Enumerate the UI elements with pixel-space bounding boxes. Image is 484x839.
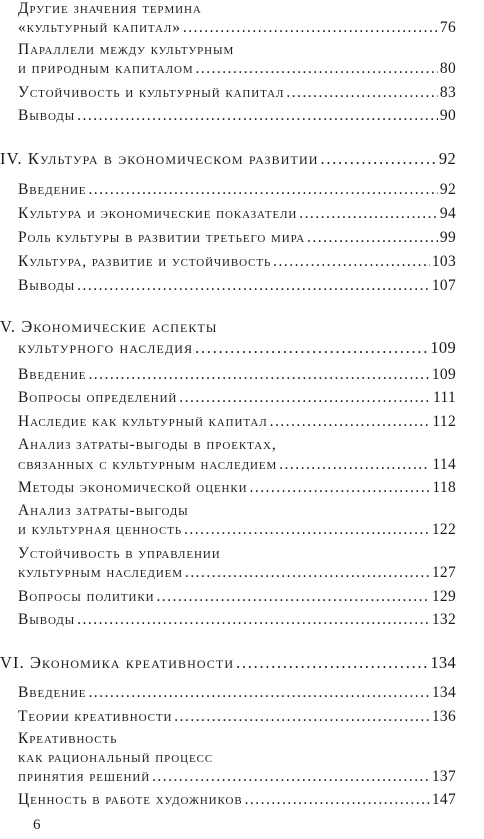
toc-page-number: 76 [439, 19, 456, 36]
toc-entry [18, 252, 456, 272]
toc-page-number: 94 [439, 205, 456, 222]
toc-entry [18, 767, 456, 787]
toc-entry [18, 83, 456, 103]
leader-dots [236, 653, 428, 673]
toc-page-number: 134 [431, 684, 456, 701]
leader-dots [286, 83, 438, 103]
toc-entry-title: принятия решений [18, 768, 151, 785]
toc-page-number: 92 [438, 149, 456, 168]
toc-page-number: 147 [431, 791, 456, 808]
toc-entry-title: Введение [18, 181, 87, 198]
toc-entry [18, 455, 456, 475]
toc-entry-line: Анализ затраты-выгоды в проектах, [18, 436, 277, 453]
toc-entry [18, 587, 456, 607]
toc-entry-title: связанных с культурным наследием [18, 456, 278, 473]
toc-entry-line: как рациональный процесс [18, 749, 214, 766]
toc-page-number: 99 [439, 229, 456, 246]
toc-entry [18, 18, 456, 38]
toc-page-number: 90 [439, 107, 456, 124]
leader-dots [88, 180, 437, 200]
leader-dots [270, 412, 431, 432]
toc-page-number: 127 [431, 564, 456, 581]
toc-entry-title: Культура, развитие и устойчивость [18, 253, 272, 270]
toc-page-number: 109 [430, 338, 456, 357]
page-folio: 6 [33, 817, 41, 833]
toc-entry-title: культурным наследием [18, 564, 183, 581]
toc-page-number: 136 [431, 708, 456, 725]
toc-entry-title: Культура и экономические показатели [18, 205, 298, 222]
toc-page-number: 111 [433, 389, 456, 406]
leader-dots [77, 106, 438, 126]
leader-dots [185, 563, 430, 583]
toc-entry-title: Выводы [18, 611, 76, 628]
toc-entry [18, 59, 456, 79]
toc-page-number: 132 [431, 611, 456, 628]
leader-dots [196, 59, 438, 79]
leader-dots [195, 338, 428, 358]
toc-entry [18, 276, 456, 296]
toc-entry-title: Устойчивость и культурный капитал [18, 84, 285, 101]
toc-entry-line: Креативность [18, 730, 118, 747]
toc-page-number: 92 [439, 181, 456, 198]
toc-entry-title: Введение [18, 366, 87, 383]
toc-entry [18, 707, 456, 727]
leader-dots [88, 683, 429, 703]
toc-entry-title: Ценность в работе художников [18, 791, 243, 808]
toc-page-number: 112 [432, 413, 456, 430]
toc-page-number: 103 [431, 253, 456, 270]
toc-entry-title: Введение [18, 684, 87, 701]
toc-chapter [0, 149, 456, 169]
leader-dots [273, 252, 430, 272]
toc-entry [18, 563, 456, 583]
toc-entry-title: Вопросы политики [18, 588, 155, 605]
chapter-title-line: V. Экономические аспекты [0, 317, 218, 336]
leader-dots [299, 204, 438, 224]
toc-entry [18, 790, 456, 810]
leader-dots [307, 228, 438, 248]
toc-entry-title: и культурная ценность [18, 521, 183, 538]
toc-page-number: 83 [439, 84, 456, 101]
toc-page-number: 129 [431, 588, 456, 605]
toc-entry [18, 520, 456, 540]
toc-entry-title: Методы экономической оценки [18, 479, 248, 496]
leader-dots [88, 365, 429, 385]
leader-dots [183, 18, 438, 38]
toc-entry [18, 228, 456, 248]
toc-entry-title: Выводы [18, 107, 76, 124]
leader-dots [77, 276, 430, 296]
toc-entry-line: Другие значения термина [18, 0, 202, 17]
toc-entry [18, 365, 456, 385]
leader-dots [156, 587, 429, 607]
toc-page-number: 114 [432, 456, 456, 473]
chapter-title: культурного наследия [18, 338, 194, 357]
toc-entry-title: Теории креативности [18, 708, 173, 725]
toc-entry-line: Параллели между культурным [18, 41, 235, 58]
leader-dots [321, 149, 437, 169]
toc-entry-title: и природным капиталом [18, 60, 194, 77]
toc-entry [18, 106, 456, 126]
toc-entry-line: Устойчивость в управлении [18, 545, 221, 562]
leader-dots [245, 790, 430, 810]
leader-dots [77, 610, 430, 630]
toc-chapter [0, 653, 456, 673]
toc-entry [18, 204, 456, 224]
toc-page-number: 134 [430, 653, 456, 672]
leader-dots [279, 455, 430, 475]
toc-page-number: 137 [431, 768, 456, 785]
toc-entry [18, 478, 456, 498]
toc-page-number: 80 [439, 60, 456, 77]
leader-dots [250, 478, 431, 498]
leader-dots [174, 707, 430, 727]
toc-page-number: 109 [431, 366, 456, 383]
leader-dots [184, 520, 430, 540]
leader-dots [179, 388, 431, 408]
toc-entry-title: «культурный капитал» [18, 19, 181, 36]
toc-entry-title: Роль культуры в развитии третьего мира [18, 229, 306, 246]
toc-entry-title: Вопросы определений [18, 389, 178, 406]
leader-dots [152, 767, 430, 787]
toc-entry-title: Наследие как культурный капитал [18, 413, 268, 430]
chapter-title: VI. Экономика креативности [0, 653, 235, 672]
toc-page-number: 107 [431, 277, 456, 294]
toc-entry [18, 388, 456, 408]
toc-entry [18, 610, 456, 630]
toc-entry [18, 180, 456, 200]
toc-chapter [18, 338, 456, 358]
toc-page-number: 122 [431, 521, 456, 538]
toc-entry [18, 412, 456, 432]
toc-entry [18, 683, 456, 703]
toc-entry-line: Анализ затраты-выгоды [18, 502, 189, 519]
toc-page-number: 118 [432, 479, 456, 496]
toc-entry-title: Выводы [18, 277, 76, 294]
chapter-title: IV. Культура в экономическом развитии [0, 149, 319, 168]
